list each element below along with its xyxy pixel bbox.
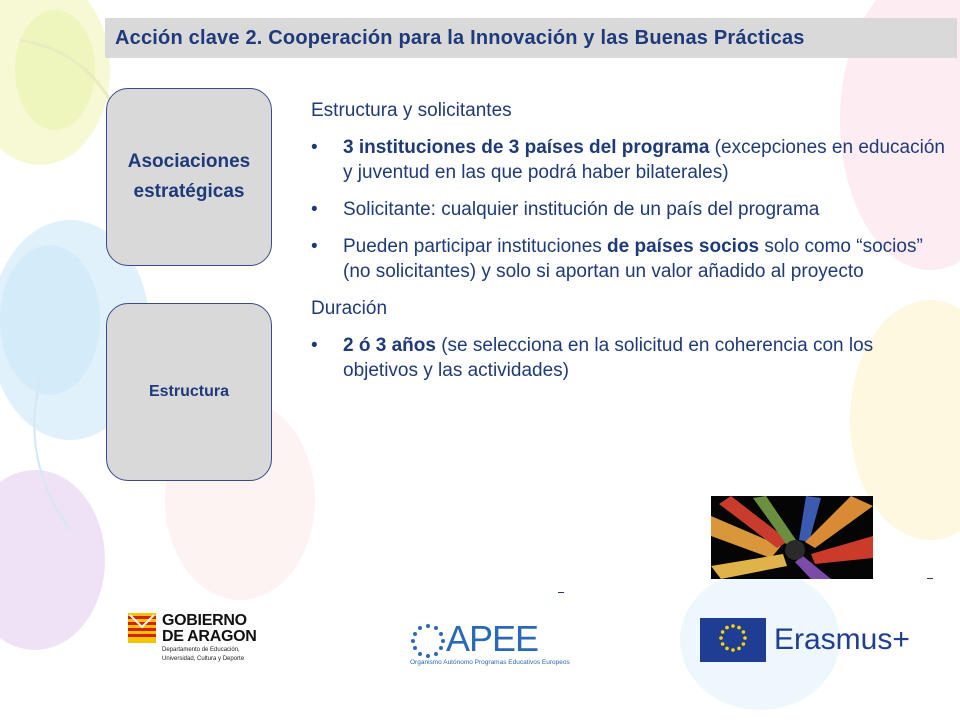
side-box-line2: estratégicas bbox=[133, 181, 245, 202]
painted-hands-photo bbox=[711, 496, 873, 579]
bullet-item bbox=[311, 234, 951, 284]
gobierno-aragon-logo bbox=[128, 613, 257, 663]
side-box-asociaciones bbox=[106, 88, 272, 266]
bullet-dot: • bbox=[311, 137, 318, 158]
bullet-text: (se selecciona en la solicitud en coherencia con los objetivos y las actividades) bbox=[343, 335, 874, 381]
apee-wordmark: APEE bbox=[446, 618, 539, 659]
gobierno-line2: DE ARAGON bbox=[162, 628, 257, 645]
apee-subtitle: Organismo Autónomo Programas Educativos Europeos bbox=[410, 659, 570, 666]
bullet-bold: de países socios bbox=[607, 236, 760, 257]
gobierno-sub2: Universidad, Cultura y Deporte bbox=[162, 656, 245, 662]
marker-line bbox=[927, 578, 933, 579]
slide-content bbox=[311, 98, 951, 395]
gobierno-line1: GOBIERNO bbox=[162, 612, 247, 629]
bullet-bold: 3 instituciones de 3 países del programa bbox=[343, 137, 710, 158]
side-box-estructura bbox=[106, 303, 272, 481]
side-box-label: Estructura bbox=[148, 383, 230, 400]
side-box-line1: Asociaciones bbox=[127, 151, 251, 172]
slide-title: Acción clave 2. Cooperación para la Innovación y las Buenas Prácticas bbox=[115, 26, 805, 49]
bullet-text-post: solo como “socios” (no solicitantes) y solo si aportan un valor añadido al proyecto bbox=[343, 236, 923, 282]
title-bar bbox=[105, 18, 957, 58]
bullet-text: Solicitante: cualquier institución de un país del programa bbox=[343, 199, 820, 220]
marker-line bbox=[558, 592, 564, 593]
apee-logo bbox=[408, 618, 570, 669]
bullet-text: (excepciones en educación y juventud en las que podrá haber bilaterales) bbox=[343, 137, 945, 183]
erasmus-logo bbox=[700, 618, 910, 662]
eu-flag-icon bbox=[700, 618, 766, 662]
erasmus-wordmark: Erasmus+ bbox=[774, 623, 910, 656]
bullet-text-pre: Pueden participar instituciones bbox=[343, 236, 608, 257]
bullet-dot: • bbox=[311, 199, 318, 220]
bullet-item bbox=[311, 197, 951, 222]
star-ring-icon bbox=[408, 621, 448, 661]
section-title-estructura: Estructura y solicitantes bbox=[311, 100, 512, 121]
gobierno-sub1: Departamento de Educación, bbox=[162, 647, 240, 653]
section-title-duracion: Duración bbox=[311, 298, 388, 319]
bullet-dot: • bbox=[311, 335, 318, 356]
bullet-dot: • bbox=[311, 236, 318, 257]
bullet-bold: 2 ó 3 años bbox=[343, 335, 436, 356]
aragon-flag-icon bbox=[128, 613, 156, 643]
bullet-item bbox=[311, 333, 951, 383]
bullet-item bbox=[311, 135, 951, 185]
